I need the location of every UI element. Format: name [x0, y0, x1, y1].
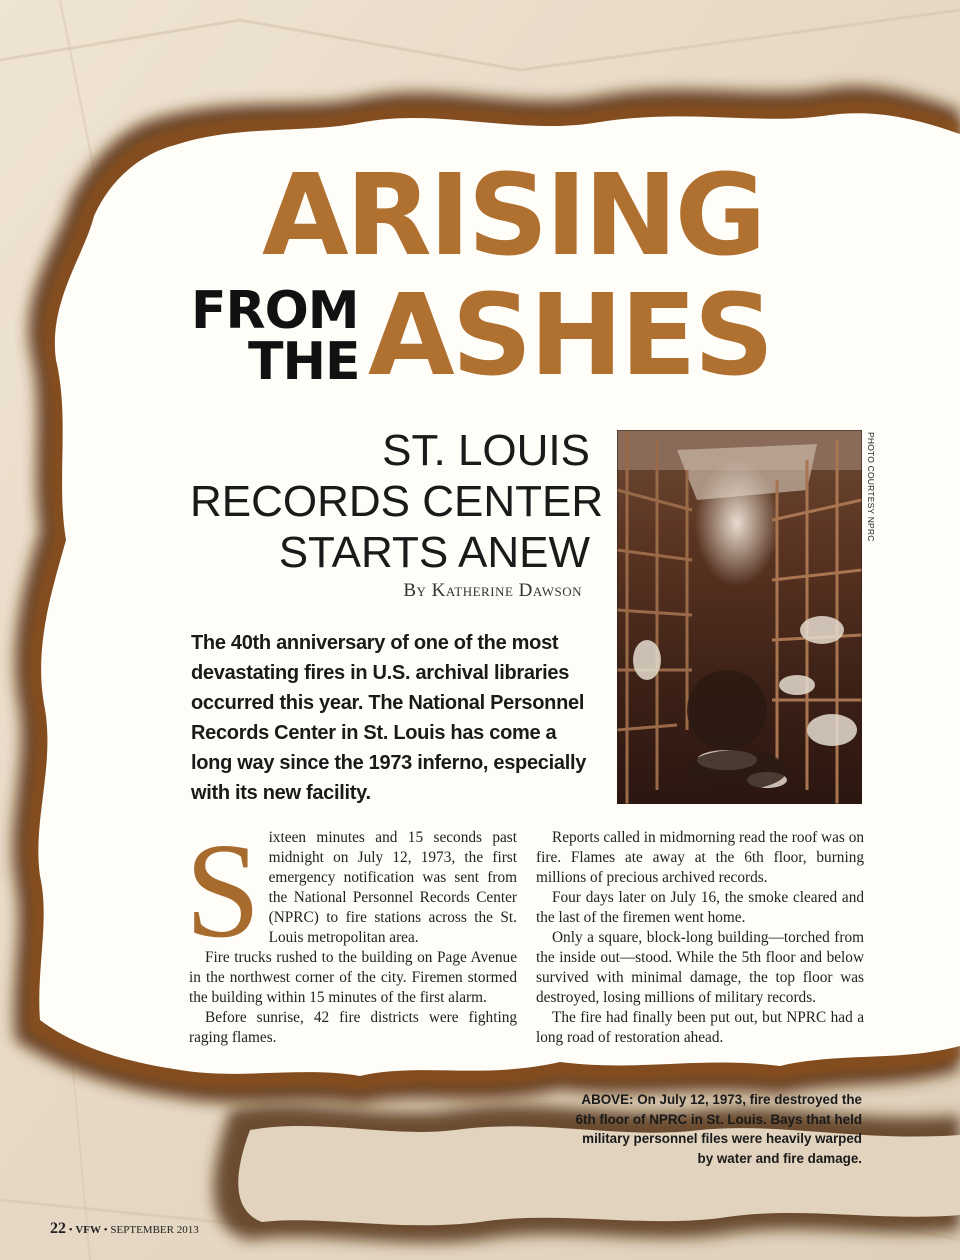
body-paragraph: ixteen minutes and 15 seconds past midnight on July 12, 1973, the first emergency notification was sent from the National Personnel Records Center (NPRC) to fire stations across the St. Louis metropolitan area.	[268, 829, 517, 946]
body-paragraph: Only a square, block-long building—torched from the inside out—stood. While the 5th floor and below survived with minimal damage, the top floor was destroyed, losing millions of military records.	[536, 929, 864, 1006]
headline-the: THE	[248, 332, 360, 392]
page-number: 22	[50, 1220, 66, 1237]
subhead-line-2: RECORDS CENTER	[190, 477, 604, 526]
body-column-left	[185, 816, 517, 1048]
subhead-line-3: STARTS ANEW	[278, 528, 590, 577]
body-paragraph: Before sunrise, 42 fire districts were fighting raging flames.	[189, 1009, 517, 1046]
magazine-name: VFW	[75, 1224, 102, 1236]
body-paragraph: Four days later on July 16, the smoke cleared and the last of the firemen went home.	[536, 889, 864, 926]
subhead	[190, 425, 604, 578]
photo-caption	[568, 1090, 862, 1168]
body-column-right	[536, 828, 864, 1048]
caption-text: On July 12, 1973, fire destroyed the 6th floor of NPRC in St. Louis. Bays that held military personnel files were heavily warped by water and fire damage.	[575, 1092, 862, 1166]
subhead-line-1: ST. LOUIS	[382, 426, 590, 475]
fire-damage-photo	[617, 430, 862, 804]
folio-separator: •	[101, 1224, 111, 1236]
photo-credit: PHOTO COURTESY NPRC	[866, 432, 876, 542]
body-paragraph: Reports called in midmorning read the roof was on fire. Flames ate away at the 6th floor, burning millions of precious archived records.	[536, 829, 864, 886]
page-folio	[50, 1220, 199, 1238]
headline-ashes: ASHES	[368, 271, 772, 401]
intro-deck: The 40th anniversary of one of the most devastating fires in U.S. archival libraries occurred this year. The National Personnel Records Center in St. Louis has come a long way since the 1973 inferno, especially with its new facility.	[191, 632, 587, 804]
folio-separator: •	[66, 1224, 76, 1236]
body-paragraph: Fire trucks rushed to the building on Page Avenue in the northwest corner of the city. Firemen stormed the building within 15 minutes of the first alarm.	[189, 949, 517, 1006]
caption-label: ABOVE:	[581, 1092, 634, 1107]
burned-shelves-image	[617, 430, 862, 804]
drop-cap: S	[185, 816, 261, 966]
byline: By Katherine Dawson	[403, 580, 582, 601]
headline-from: FROM	[191, 281, 359, 341]
issue-date: SEPTEMBER 2013	[110, 1224, 199, 1236]
body-paragraph: The fire had finally been put out, but NPRC had a long road of restoration ahead.	[536, 1009, 864, 1046]
headline-arising: ARISING	[262, 151, 764, 281]
